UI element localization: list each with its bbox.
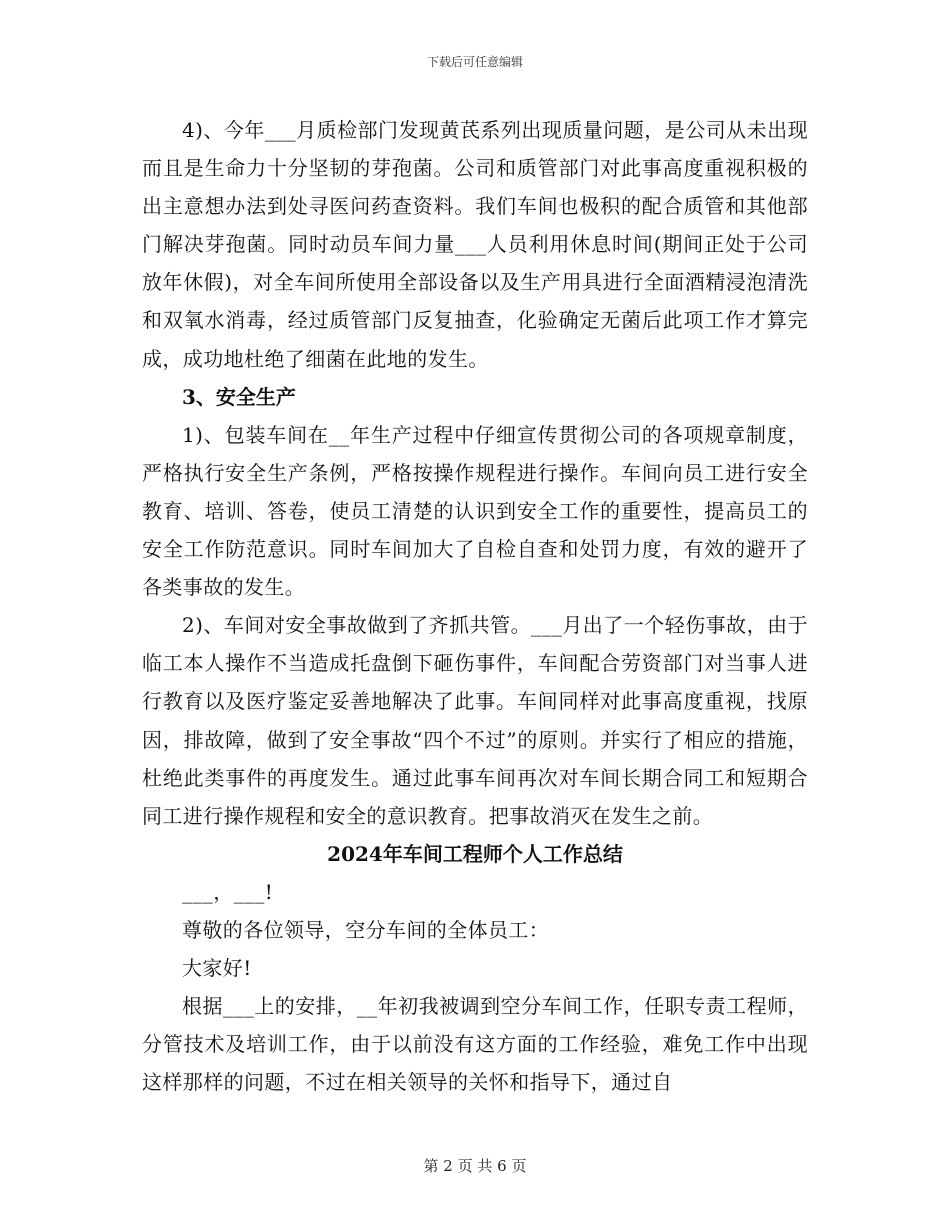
page-header: 下载后可任意编辑 bbox=[426, 55, 523, 69]
paragraph-intro: 根据___上的安排，__年初我被调到空分车间工作，任职专责工程师，分管技术及培训工作，由于以前没有这方面的工作经验，难免工作中出现这样那样的问题，不过在相关领导的关怀和指导下，通过自 bbox=[142, 994, 808, 1095]
page-footer: 第 2 页 共 6 页 bbox=[423, 1157, 527, 1175]
greeting-line-1: ___，___! bbox=[182, 879, 274, 904]
section-heading-safety: 3、安全生产 bbox=[182, 384, 296, 409]
paragraph-item-4: 4)、今年___月质检部门发现黄芪系列出现质量问题，是公司从未出现而且是生命力十分坚韧的芽孢菌。公司和质管部门对此事高度重视积极的出主意想办法到处寻医问药查资料。我们车间也极积的配合质管和其他部门解决芽孢菌。同时动员车间力量___人员利用休息时间(期间正处于公司放年休假)，对全车间所使用全部设备以及生产用具进行全面酒精浸泡清洗和双氧水消毒，经过质管部门反复抽查，化验确定无菌后此项工作才算完成，成功地杜绝了细菌在此地的发生。 bbox=[142, 118, 808, 371]
paragraph-safety-1: 1)、包装车间在__年生产过程中仔细宣传贯彻公司的各项规章制度，严格执行安全生产条例，严格按操作规程进行操作。车间向员工进行安全教育、培训、答卷，使员工清楚的认识到安全工作的重要性，提高员工的安全工作防范意识。同时车间加大了自检自查和处罚力度，有效的避开了各类事故的发生。 bbox=[142, 422, 808, 600]
document-title: 2024年车间工程师个人工作总结 bbox=[327, 841, 623, 866]
paragraph-safety-2: 2)、车间对安全事故做到了齐抓共管。___月出了一个轻伤事故，由于临工本人操作不当造成托盘倒下砸伤事件，车间配合劳资部门对当事人进行教育以及医疗鉴定妥善地解决了此事。车间同样对此事高度重视，找原因，排故障，做到了安全事故“四个不过”的原则。并实行了相应的措施，杜绝此类事件的再度发生。通过此事车间再次对车间长期合同工和短期合同工进行操作规程和安全的意识教育。把事故消灭在发生之前。 bbox=[142, 613, 808, 828]
greeting-line-2: 尊敬的各位领导，空分车间的全体员工： bbox=[182, 917, 550, 942]
greeting-line-3: 大家好! bbox=[182, 956, 252, 981]
document-body bbox=[142, 111, 808, 1101]
